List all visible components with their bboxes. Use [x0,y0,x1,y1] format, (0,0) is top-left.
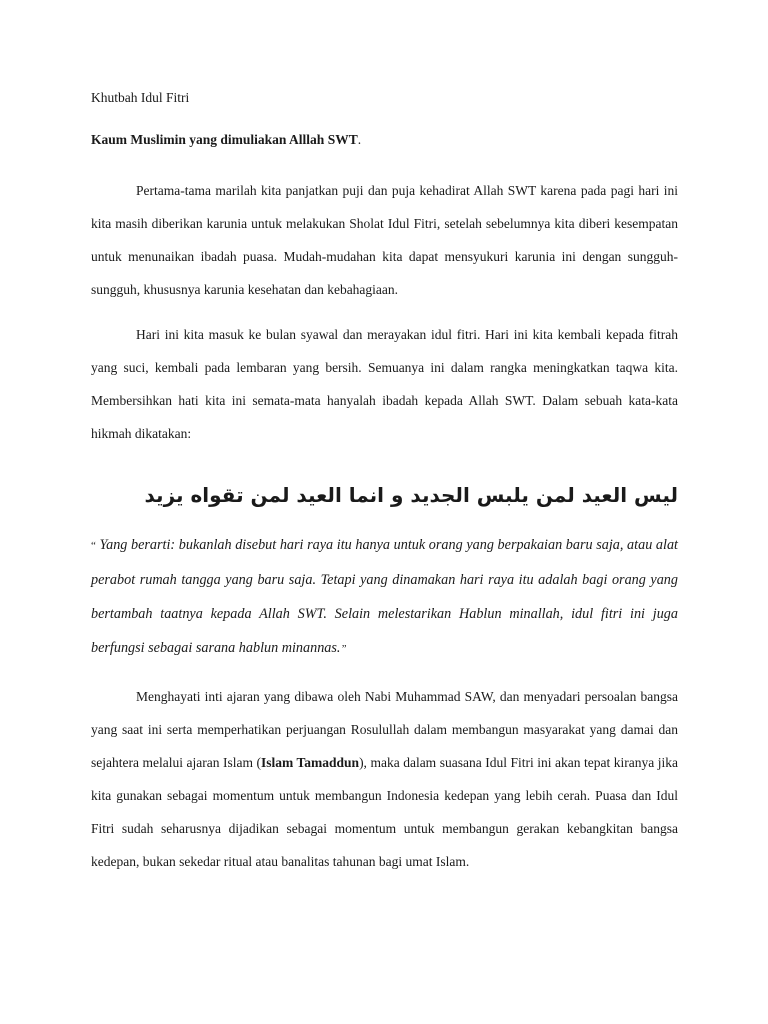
salutation [91,130,678,150]
paragraph-closing [91,680,678,878]
close-quote-mark: ” [340,643,347,655]
translation-quote [91,528,678,666]
arabic-quote: ليس العيد لمن يلبس الجديد و انما العيد لمن تقواه يزيد [144,483,678,507]
paragraph-closing-part2: ), maka dalam suasana Idul Fitri ini akan tepat kiranya jika kita gunakan sebagai momentum untuk membangun Indonesia kedepan yang lebih cerah. Puasa dan Idul Fitri sudah seharusnya dijadikan sebagai momentum untuk membangun gerakan kebangkitan bangsa kedepan, bukan sekedar ritual atau banalitas tahunan bagi umat Islam. [91,755,678,869]
salutation-period: . [357,132,362,147]
salutation-text: Kaum Muslimin yang dimuliakan Alllah SWT [91,132,358,147]
open-quote-mark: “ [91,540,96,552]
paragraph-opening: Pertama-tama marilah kita panjatkan puji dan puja kehadirat Allah SWT karena pada pagi hari ini kita masih diberikan karunia untuk melakukan Sholat Idul Fitri, setelah sebelumnya kita diberi kesempatan untuk menunaikan ibadah puasa. Mudah-mudahan kita dapat mensyukuri karunia ini dengan sungguh-sungguh, khususnya karunia kesehatan dan kebahagiaan. [91,183,678,297]
paragraph-syawal: Hari ini kita masuk ke bulan syawal dan merayakan idul fitri. Hari ini kita kembali kepada fitrah yang suci, kembali pada lembaran yang bersih. Semuanya ini dalam rangka meningkatkan taqwa kita. Membersihkan hati kita ini semata-mata hanyalah ibadah kepada Allah SWT. Dalam sebuah kata-kata hikmah dikatakan: [91,327,678,441]
translation-text: Yang berarti: bukanlah disebut hari raya itu hanya untuk orang yang berpakaian baru saja, atau alat perabot rumah tangga yang baru saja. Tetapi yang dinamakan hari raya itu adalah bagi orang yang bertambah taatnya kepada Allah SWT. Selain melestarikan Hablun minallah, idul fitri ini juga berfungsi sebagai sarana hablun minannas. [91,537,678,656]
document-page [91,88,678,878]
islam-tamaddun-term: Islam Tamaddun [260,755,360,770]
document-title: Khutbah Idul Fitri [91,90,190,105]
paragraph-closing-part1: Menghayati inti ajaran yang dibawa oleh Nabi Muhammad SAW, dan menyadari persoalan bangsa yang saat ini serta memperhatikan perjuangan Rosulullah dalam membangun masyarakat yang damai dan sejahtera melalui ajaran Islam ( [91,689,678,770]
